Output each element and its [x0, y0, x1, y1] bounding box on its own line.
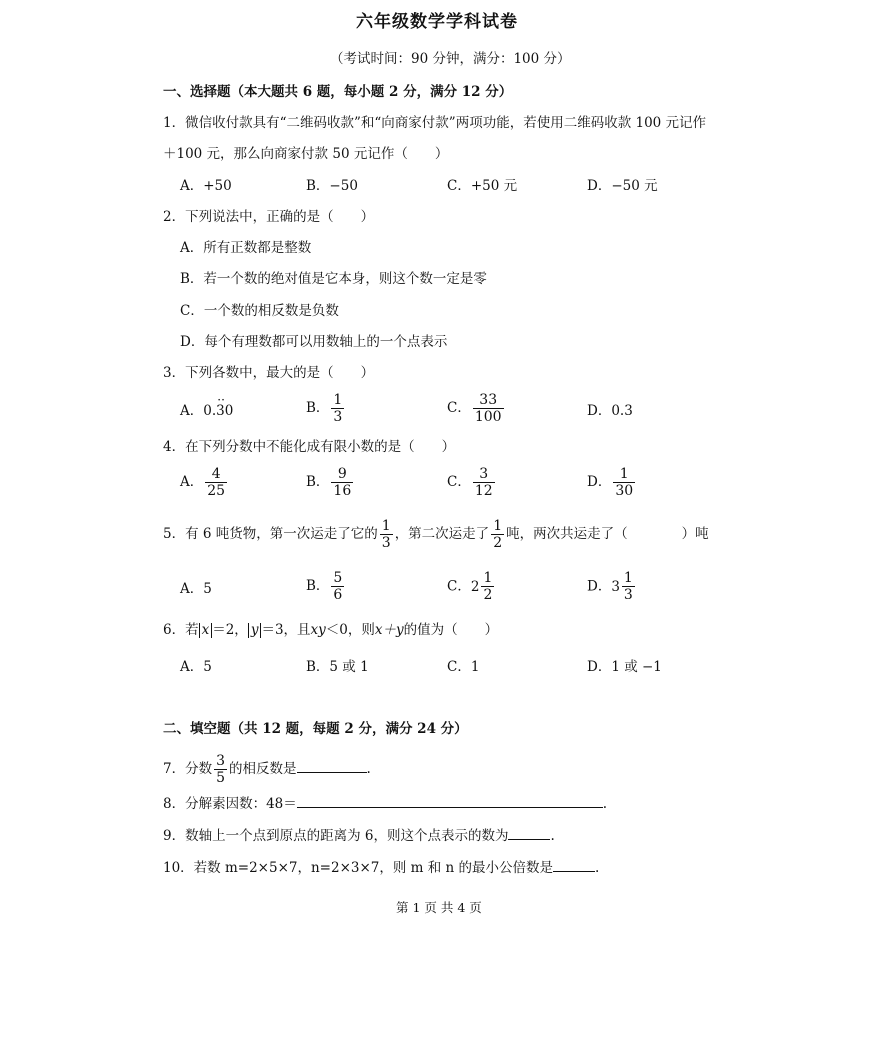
q7-part2: 的相反数是: [229, 761, 297, 777]
q5-stem-part1: 5．有 6 吨货物，第一次运走了它的: [163, 526, 378, 542]
q3-option-c-fraction: [473, 392, 504, 425]
q7-end: .: [366, 761, 371, 777]
q3-option-c-label: C．: [447, 400, 471, 416]
section2-heading: 二、填空题（共 12 题，每题 2 分，满分 24 分）: [163, 721, 468, 737]
q6-option-b: B．5 或 1: [306, 659, 369, 675]
q7-stem: [163, 753, 371, 786]
q4-option-a: [180, 466, 229, 499]
fraction-numerator: 4: [211, 466, 221, 482]
fraction-denominator: 30: [615, 483, 634, 499]
q6-abs-x: x: [199, 623, 213, 638]
q3-option-a-value: 0.30: [203, 403, 234, 419]
fraction-denominator: 3: [381, 535, 391, 551]
mixed-fraction: [481, 570, 494, 603]
q6-abs-y: y: [248, 623, 262, 638]
fraction-denominator: 2: [483, 587, 493, 603]
q9-answer-blank[interactable]: [508, 825, 550, 840]
q4-option-b-fraction: [331, 466, 353, 499]
q10-stem: [163, 857, 599, 877]
q10-answer-blank[interactable]: [553, 857, 595, 872]
q9-end: .: [550, 828, 555, 844]
q5-fraction-one-half: [491, 518, 504, 551]
fraction-denominator: 16: [333, 483, 352, 499]
q5-option-c-label: C．: [447, 578, 471, 595]
fraction-numerator: 1: [333, 392, 343, 408]
q6-eq2: ＝3，且: [261, 622, 311, 638]
q3-repeat-dots: ··: [217, 393, 225, 407]
q6-stem-part2: 的值为（ ）: [403, 622, 499, 638]
fraction-denominator: 12: [474, 483, 493, 499]
q4-option-d-fraction: [613, 466, 635, 499]
q7-part1: 7．分数: [163, 761, 213, 777]
fraction-denominator: 3: [623, 587, 633, 603]
q5-stem-part2: ，第二次运走了: [394, 526, 490, 542]
q8-end: .: [602, 796, 608, 812]
fraction-denominator: 3: [333, 409, 343, 425]
fraction-numerator: 1: [623, 570, 633, 586]
q8-answer-blank[interactable]: [297, 793, 603, 808]
q2-option-b: B．若一个数的绝对值是它本身，则这个数一定是零: [180, 271, 487, 287]
q9-stem: [163, 825, 555, 845]
q8-part1: 8．分解素因数：48＝: [163, 796, 297, 812]
q5-option-b: [306, 570, 346, 603]
page-footer: 第 1 页 共 4 页: [396, 900, 482, 915]
fraction-denominator: 2: [493, 535, 503, 551]
fraction-numerator: 3: [216, 753, 226, 769]
q3-option-a-label: A．: [180, 403, 204, 419]
q4-option-a-label: A．: [180, 474, 204, 490]
q8-stem: [163, 793, 607, 813]
q5-option-d: [587, 570, 637, 603]
q6-x-plus-y: x＋y: [374, 622, 404, 638]
q2-option-d: D．每个有理数都可以用数轴上的一个点表示: [180, 334, 448, 350]
q5-option-d-label: D．: [587, 578, 612, 595]
q5-option-b-fraction: [331, 570, 344, 603]
q5-option-c-mixed-number: [471, 570, 497, 603]
q5-option-d-mixed-number: [611, 570, 637, 603]
mixed-whole: 2: [470, 578, 480, 595]
exam-info: （考试时间：90 分钟，满分：100 分）: [330, 51, 571, 67]
q7-fraction: [214, 753, 227, 786]
q10-part1: 10．若数 m=2×5×7，n=2×3×7，则 m 和 n 的最小公倍数是: [163, 860, 554, 876]
fraction-numerator: 3: [479, 466, 489, 482]
q5-option-c: [447, 570, 496, 603]
q3-option-a-repeating-decimal: [203, 393, 234, 420]
q6-option-d: D．1 或 −1: [587, 659, 662, 675]
q6-option-c: C．1: [447, 659, 480, 675]
q3-option-b-label: B．: [306, 400, 330, 416]
q3-option-b-fraction: [331, 392, 344, 425]
q4-option-a-fraction: [205, 466, 227, 499]
page-title: 六年级数学学科试卷: [356, 12, 518, 32]
q3-option-c: [447, 392, 506, 425]
q10-end: .: [595, 860, 600, 876]
q4-option-c-fraction: [473, 466, 495, 499]
q6-xy: xy: [310, 622, 326, 638]
q4-option-c-label: C．: [447, 474, 471, 490]
fraction-numerator: 5: [333, 570, 343, 586]
fraction-numerator: 1: [381, 518, 391, 534]
fraction-denominator: 5: [216, 770, 226, 786]
q1-option-c: C．+50 元: [447, 178, 518, 194]
q3-stem: 3．下列各数中，最大的是（ ）: [163, 365, 375, 381]
q6-stem: [163, 621, 498, 639]
q9-part1: 9．数轴上一个点到原点的距离为 6，则这个点表示的数为: [163, 828, 509, 844]
fraction-denominator: 25: [207, 483, 226, 499]
q3-option-a: [180, 393, 234, 420]
q3-option-b: [306, 392, 346, 425]
q6-lt: ＜0，则: [325, 622, 375, 638]
q3-option-d: D．0.3: [587, 403, 633, 419]
q6-option-a: A．5: [180, 659, 212, 675]
q1-stem-line1: 1．微信收付款具有“二维码收款”和“向商家付款”两项功能，若使用二维码收款 100 元记作: [163, 115, 707, 131]
q4-option-b-label: B．: [306, 474, 330, 490]
fraction-numerator: 1: [493, 518, 503, 534]
q2-option-c: C．一个数的相反数是负数: [180, 303, 339, 319]
section1-heading: 一、选择题（本大题共 6 题，每小题 2 分，满分 12 分）: [163, 84, 513, 100]
fraction-numerator: 9: [337, 466, 347, 482]
q4-option-d: [587, 466, 637, 499]
q4-option-c: [447, 466, 497, 499]
q1-stem-line2: ＋100 元，那么向商家付款 50 元记作（ ）: [163, 146, 449, 162]
q1-option-d: D．−50 元: [587, 178, 658, 194]
q4-option-b: [306, 466, 355, 499]
fraction-denominator: 6: [333, 587, 343, 603]
q2-option-a: A．所有正数都是整数: [180, 240, 312, 256]
q5-option-b-label: B．: [306, 578, 330, 594]
q6-eq1: ＝2，: [212, 622, 248, 638]
q4-stem: 4．在下列分数中不能化成有限小数的是（ ）: [163, 439, 456, 455]
mixed-fraction: [622, 570, 635, 603]
mixed-whole: 3: [611, 578, 620, 595]
q5-option-a: A．5: [180, 581, 212, 597]
q6-stem-part1: 6．若: [163, 622, 199, 638]
q5-fraction-one-third: [380, 518, 393, 551]
fraction-numerator: 1: [483, 570, 493, 586]
q5-stem-part3: 吨，两次共运走了（ ）吨: [506, 526, 709, 542]
q5-stem: [163, 518, 709, 551]
q2-stem: 2．下列说法中，正确的是（ ）: [163, 209, 375, 225]
q1-option-b: B．−50: [306, 178, 358, 194]
fraction-numerator: 1: [619, 466, 629, 482]
fraction-denominator: 100: [474, 409, 502, 425]
q7-answer-blank[interactable]: [297, 758, 367, 773]
q4-option-d-label: D．: [587, 474, 612, 490]
fraction-numerator: 33: [479, 392, 498, 408]
q1-option-a: A．+50: [180, 178, 232, 194]
